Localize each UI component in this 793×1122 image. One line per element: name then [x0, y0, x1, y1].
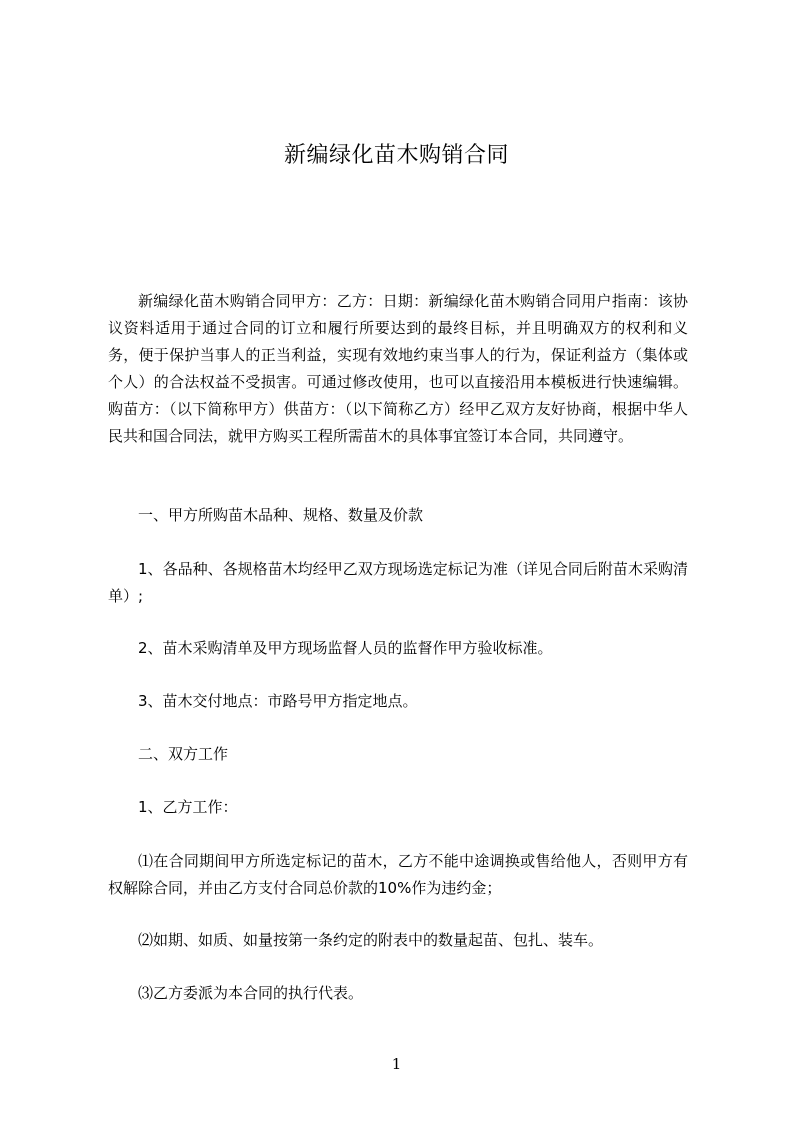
page-number: 1 — [391, 1055, 402, 1073]
section-2-item-1-sub-1: ⑴在合同期间甲方所选定标记的苗木，乙方不能中途调换或售给他人，否则甲方有权解除合同，并由乙方支付合同总价款的10%作为违约金； — [108, 852, 688, 897]
section-2-item-1-sub-2: ⑵如期、如质、如量按第一条约定的附表中的数量起苗、包扎、装车。 — [138, 931, 604, 949]
document-title: 新编绿化苗木购销合同 — [283, 143, 509, 168]
section-2-heading: 二、双方工作 — [138, 745, 229, 763]
section-1-item-3: 3、苗木交付地点：市路号甲方指定地点。 — [138, 692, 418, 710]
intro-paragraph: 新编绿化苗木购销合同甲方：乙方：日期：新编绿化苗木购销合同用户指南：该协议资料适用于通过合同的订立和履行所要达到的最终目标，并且明确双方的权利和义务，便于保护当事人的正当利益，实现有效地约束当事人的行为，保证利益方（集体或个人）的合法权益不受损害。可通过修改使用，也可以直接沿用本模板进行快速编辑。购苗方：（以下简称甲方）供苗方：（以下简称乙方）经甲乙双方友好协商，根据中华人民共和国合同法，就甲方购买工程所需苗木的具体事宜签订本合同，共同遵守。 — [108, 292, 688, 445]
section-1-item-2: 2、苗木采购清单及甲方现场监督人员的监督作甲方验收标准。 — [138, 639, 553, 657]
section-2-item-1: 1、乙方工作： — [138, 798, 238, 816]
section-1-item-1: 1、各品种、各规格苗木均经甲乙双方现场选定标记为准（详见合同后附苗木采购清单）; — [108, 560, 688, 605]
section-1-heading: 一、甲方所购苗木品种、规格、数量及价款 — [138, 506, 424, 524]
section-2-item-1-sub-3: ⑶乙方委派为本合同的执行代表。 — [138, 984, 364, 1002]
